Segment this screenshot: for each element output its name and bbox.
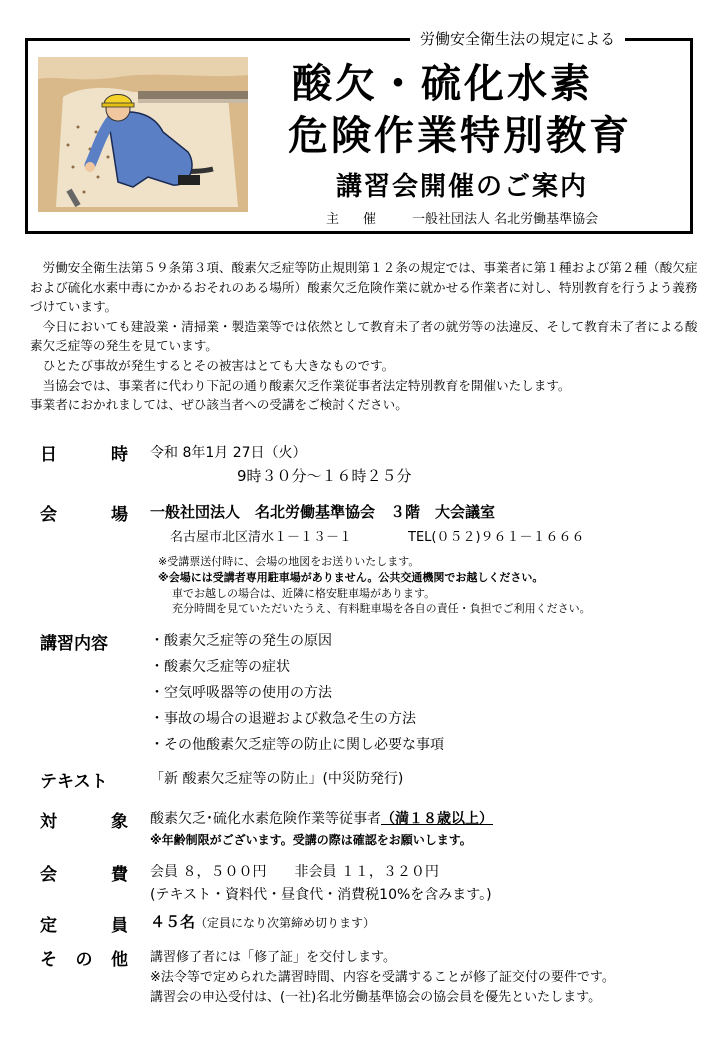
content-item: ・事故の場合の退避および救急そ生の方法 — [150, 711, 416, 727]
venue-parking-warning: ※会場には受講者専用駐車場がありません。公共交通機関でお越しください。 — [158, 571, 544, 584]
content-item: ・酸素欠乏症等の症状 — [150, 659, 290, 675]
label-char: 費 — [111, 865, 128, 885]
worker-in-trench-illustration — [38, 57, 248, 212]
target-workers: 酸素欠乏･硫化水素危険作業等従事者 — [150, 811, 381, 827]
label-char: 場 — [111, 505, 128, 525]
other-label — [40, 945, 128, 970]
target-age-note: ※年齢制限がございます。受講の際は確認をお願いします。 — [150, 833, 472, 847]
target-value — [150, 808, 493, 828]
fee-label-text — [40, 860, 128, 885]
content-item: ・その他酸素欠乏症等の防止に関し必要な事項 — [150, 737, 444, 753]
fee-value: 会員 ８，５００円 非会員 １１，３２０円 — [150, 864, 439, 880]
textbook-label: テキスト — [40, 772, 108, 792]
venue-note: 車でお越しの場合は、近隣に格安駐車場があります。 — [172, 587, 436, 600]
content-item: ・酸素欠乏症等の発生の原因 — [150, 633, 332, 649]
other-label-text — [40, 945, 128, 970]
other-line: 講習会の申込受付は、(一社)名北労働基準協会の協会員を優先といたします。 — [150, 990, 602, 1005]
venue-tel: TEL(０５２)９６１－１６６６ — [408, 530, 585, 545]
label-char: そ — [40, 950, 57, 970]
date-time: 9時３０分～１６時２５分 — [237, 467, 412, 485]
venue-name: 一般社団法人 名北労働基準協会 ３階 大会議室 — [150, 503, 496, 521]
fee-note: (テキスト・資料代・昼食代・消費税10%を含みます。) — [150, 887, 492, 903]
label-char: の — [75, 950, 93, 970]
venue-address: 名古屋市北区清水１－１３－１ — [170, 530, 353, 545]
intro-paragraph: 労働安全衛生法第５９条第３項、酸素欠乏症等防止規則第１２条の規定では、事業者に第１種および第２種（酸欠症および硫化水素中毒にかかるおそれのある場所）酸素欠乏危険作業に就かせる作業者に対し、特別教育を行うよう義務づけています。 — [30, 260, 698, 315]
legal-basis-tag: 労働安全衛生法の規定による — [410, 28, 625, 49]
date-label — [40, 440, 128, 465]
other-line: ※法令等で定められた講習時間、内容を受講することが修了証交付の要件です。 — [150, 970, 615, 985]
venue-note: 充分時間を見ていただいたうえ、有料駐車場を各自の責任・負担でご利用ください。 — [172, 602, 591, 615]
label-char: 会 — [40, 505, 57, 525]
textbook-value: 「新 酸素欠乏症等の防止」(中災防発行) — [150, 771, 404, 787]
target-label-text — [40, 807, 128, 832]
label-char: 他 — [111, 950, 128, 970]
title-line-2: 危険作業特別教育 — [288, 113, 632, 159]
capacity-label-text — [40, 911, 128, 936]
venue-note: ※受講票送付時に、会場の地図をお送りいたします。 — [158, 555, 420, 568]
target-age: （満１８歳以上） — [381, 811, 493, 827]
label-char: 時 — [111, 445, 128, 465]
intro-paragraph: 今日においても建設業・清掃業・製造業等では依然として教育未了者の就労等の法違反、そして教育未了者による酸素欠乏症等の発生を見ています。 — [30, 318, 698, 354]
title-line-3: 講習会開催のご案内 — [336, 172, 589, 202]
target-label — [40, 807, 128, 832]
date-day: 令和 8年1月 27日（火） — [150, 445, 307, 461]
label-char: 対 — [40, 812, 57, 832]
intro-paragraph: 当協会では、事業者に代わり下記の通り酸素欠乏作業従事者法定特別教育を開催いたします。 — [30, 377, 571, 393]
title-line-1: 酸欠・硫化水素 — [292, 61, 593, 107]
organizer — [326, 208, 598, 227]
content-label: 講習内容 — [40, 634, 108, 654]
capacity-value — [150, 911, 375, 932]
intro-text — [30, 258, 706, 415]
label-char: 定 — [40, 916, 57, 936]
capacity-label — [40, 911, 128, 936]
intro-paragraph: ひとたび事故が発生するとその被害はとても大きなものです。 — [30, 357, 395, 373]
content-item: ・空気呼吸器等の使用の方法 — [150, 685, 332, 701]
capacity-number: ４５名 — [150, 913, 196, 931]
organizer-name: 一般社団法人 名北労働基準協会 — [412, 212, 599, 227]
label-char: 象 — [111, 812, 128, 832]
other-line: 講習修了者には「修了証」を交付します。 — [150, 950, 396, 965]
fee-label — [40, 860, 128, 885]
venue-label — [40, 500, 128, 525]
date-label-text — [40, 440, 128, 465]
capacity-note: （定員になり次第締め切ります） — [195, 916, 376, 930]
label-char: 会 — [40, 865, 57, 885]
label-char: 日 — [40, 445, 57, 465]
intro-paragraph: 事業者におかれましては、ぜひ該当者への受講をご検討ください。 — [30, 397, 408, 413]
label-char: 員 — [111, 916, 128, 936]
organizer-label: 主催 — [326, 212, 401, 227]
venue-label-text — [40, 500, 128, 525]
